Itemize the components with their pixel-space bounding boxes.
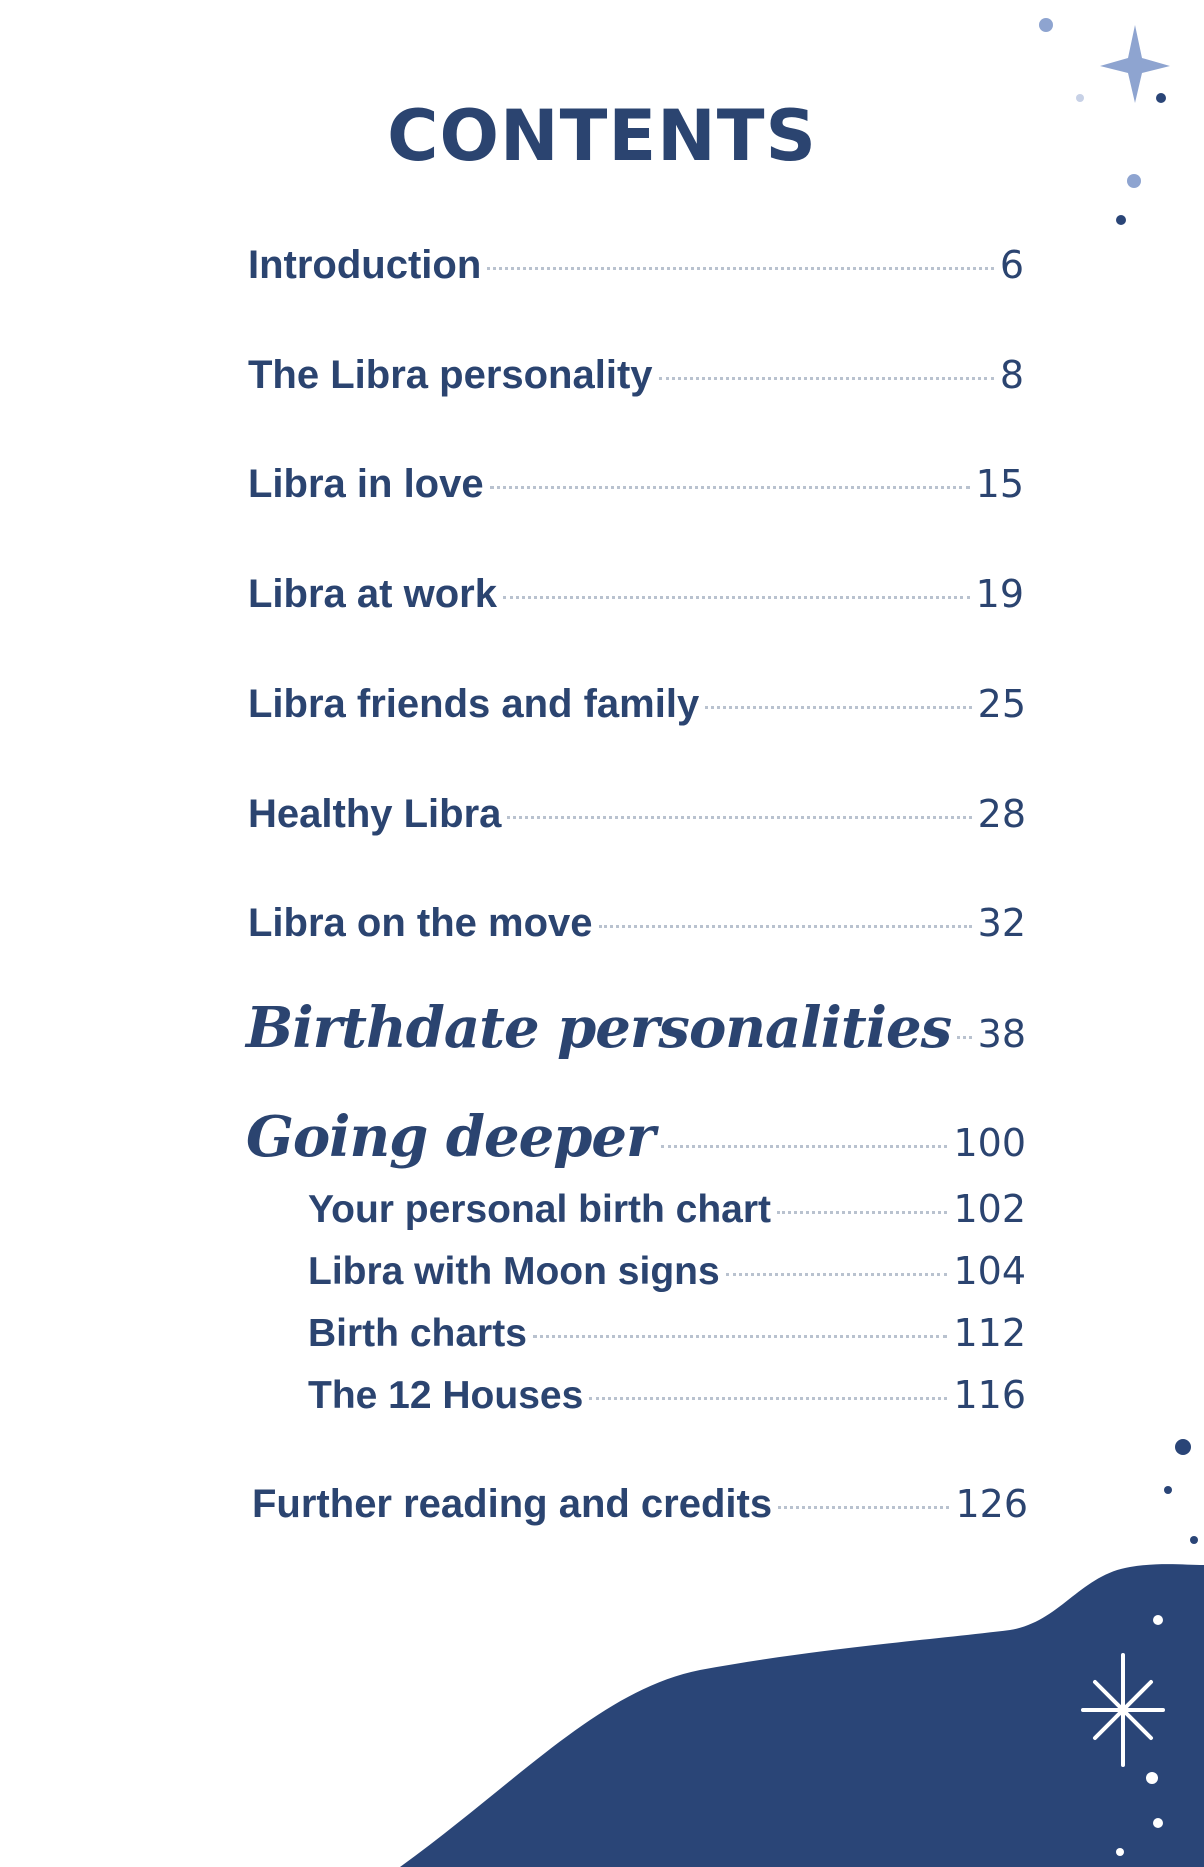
toc-subentry[interactable] [308,1187,1026,1232]
toc-entry[interactable] [252,1482,1028,1527]
toc-page-number: 8 [999,353,1024,397]
toc-section-entry[interactable] [246,1104,1026,1170]
toc-page-number: 112 [953,1311,1026,1355]
dot-leader [490,486,970,489]
toc-page-number: 25 [977,682,1026,726]
toc-entry-label: Libra in love [248,462,484,506]
toc-entry-label: Your personal birth chart [308,1188,772,1231]
toc-page-number: 100 [953,1121,1026,1165]
dot-leader [503,596,970,599]
toc-section-label: Going deeper [246,1104,655,1170]
toc-entry-label: Birth charts [308,1312,527,1355]
toc-entry-label: Libra with Moon signs [308,1250,720,1293]
toc-entry-label: Healthy Libra [248,792,502,836]
toc-entry-label: The Libra personality [248,353,653,397]
dot-leader [957,1036,972,1039]
toc-entry-label: Libra at work [248,572,497,616]
dot-leader [533,1335,948,1338]
toc-page-number: 6 [999,243,1024,287]
toc-page-number: 32 [977,901,1026,945]
toc-entry[interactable] [248,572,1024,617]
toc-entry[interactable] [248,243,1024,288]
toc-subentry[interactable] [308,1373,1026,1418]
dot-leader [705,706,971,709]
toc-subentry[interactable] [308,1249,1026,1294]
dot-leader [589,1397,947,1400]
toc-page-number: 15 [975,462,1024,506]
toc-subentry[interactable] [308,1311,1026,1356]
dot-leader [661,1145,948,1148]
toc-page-number: 19 [975,572,1024,616]
page-title: CONTENTS [387,95,817,177]
dot-leader [726,1273,948,1276]
toc-entry[interactable] [248,792,1026,837]
toc-page-number: 126 [955,1482,1028,1526]
dot-leader [599,925,972,928]
toc-entry-label: Further reading and credits [252,1482,773,1526]
dot-leader [487,267,994,270]
toc-entry[interactable] [248,901,1026,946]
toc-entry[interactable] [248,462,1024,507]
dot-leader [778,1506,949,1509]
toc-page-number: 38 [977,1012,1026,1056]
dot-leader [777,1211,947,1214]
toc-entry[interactable] [248,353,1024,398]
toc-entry[interactable] [248,682,1026,727]
dot-leader [659,377,994,380]
toc-entry-label: The 12 Houses [308,1374,584,1417]
toc-entry-label: Libra friends and family [248,682,700,726]
toc-entry-label: Libra on the move [248,901,593,945]
toc-page-number: 104 [953,1249,1026,1293]
dot-leader [507,816,971,819]
toc-page-number: 28 [977,792,1026,836]
toc-page-number: 102 [953,1187,1026,1231]
toc-page-number: 116 [953,1373,1026,1417]
toc-section-entry[interactable] [246,995,1026,1061]
toc-entry-label: Introduction [248,243,482,287]
toc-section-label: Birthdate personalities [246,995,952,1061]
